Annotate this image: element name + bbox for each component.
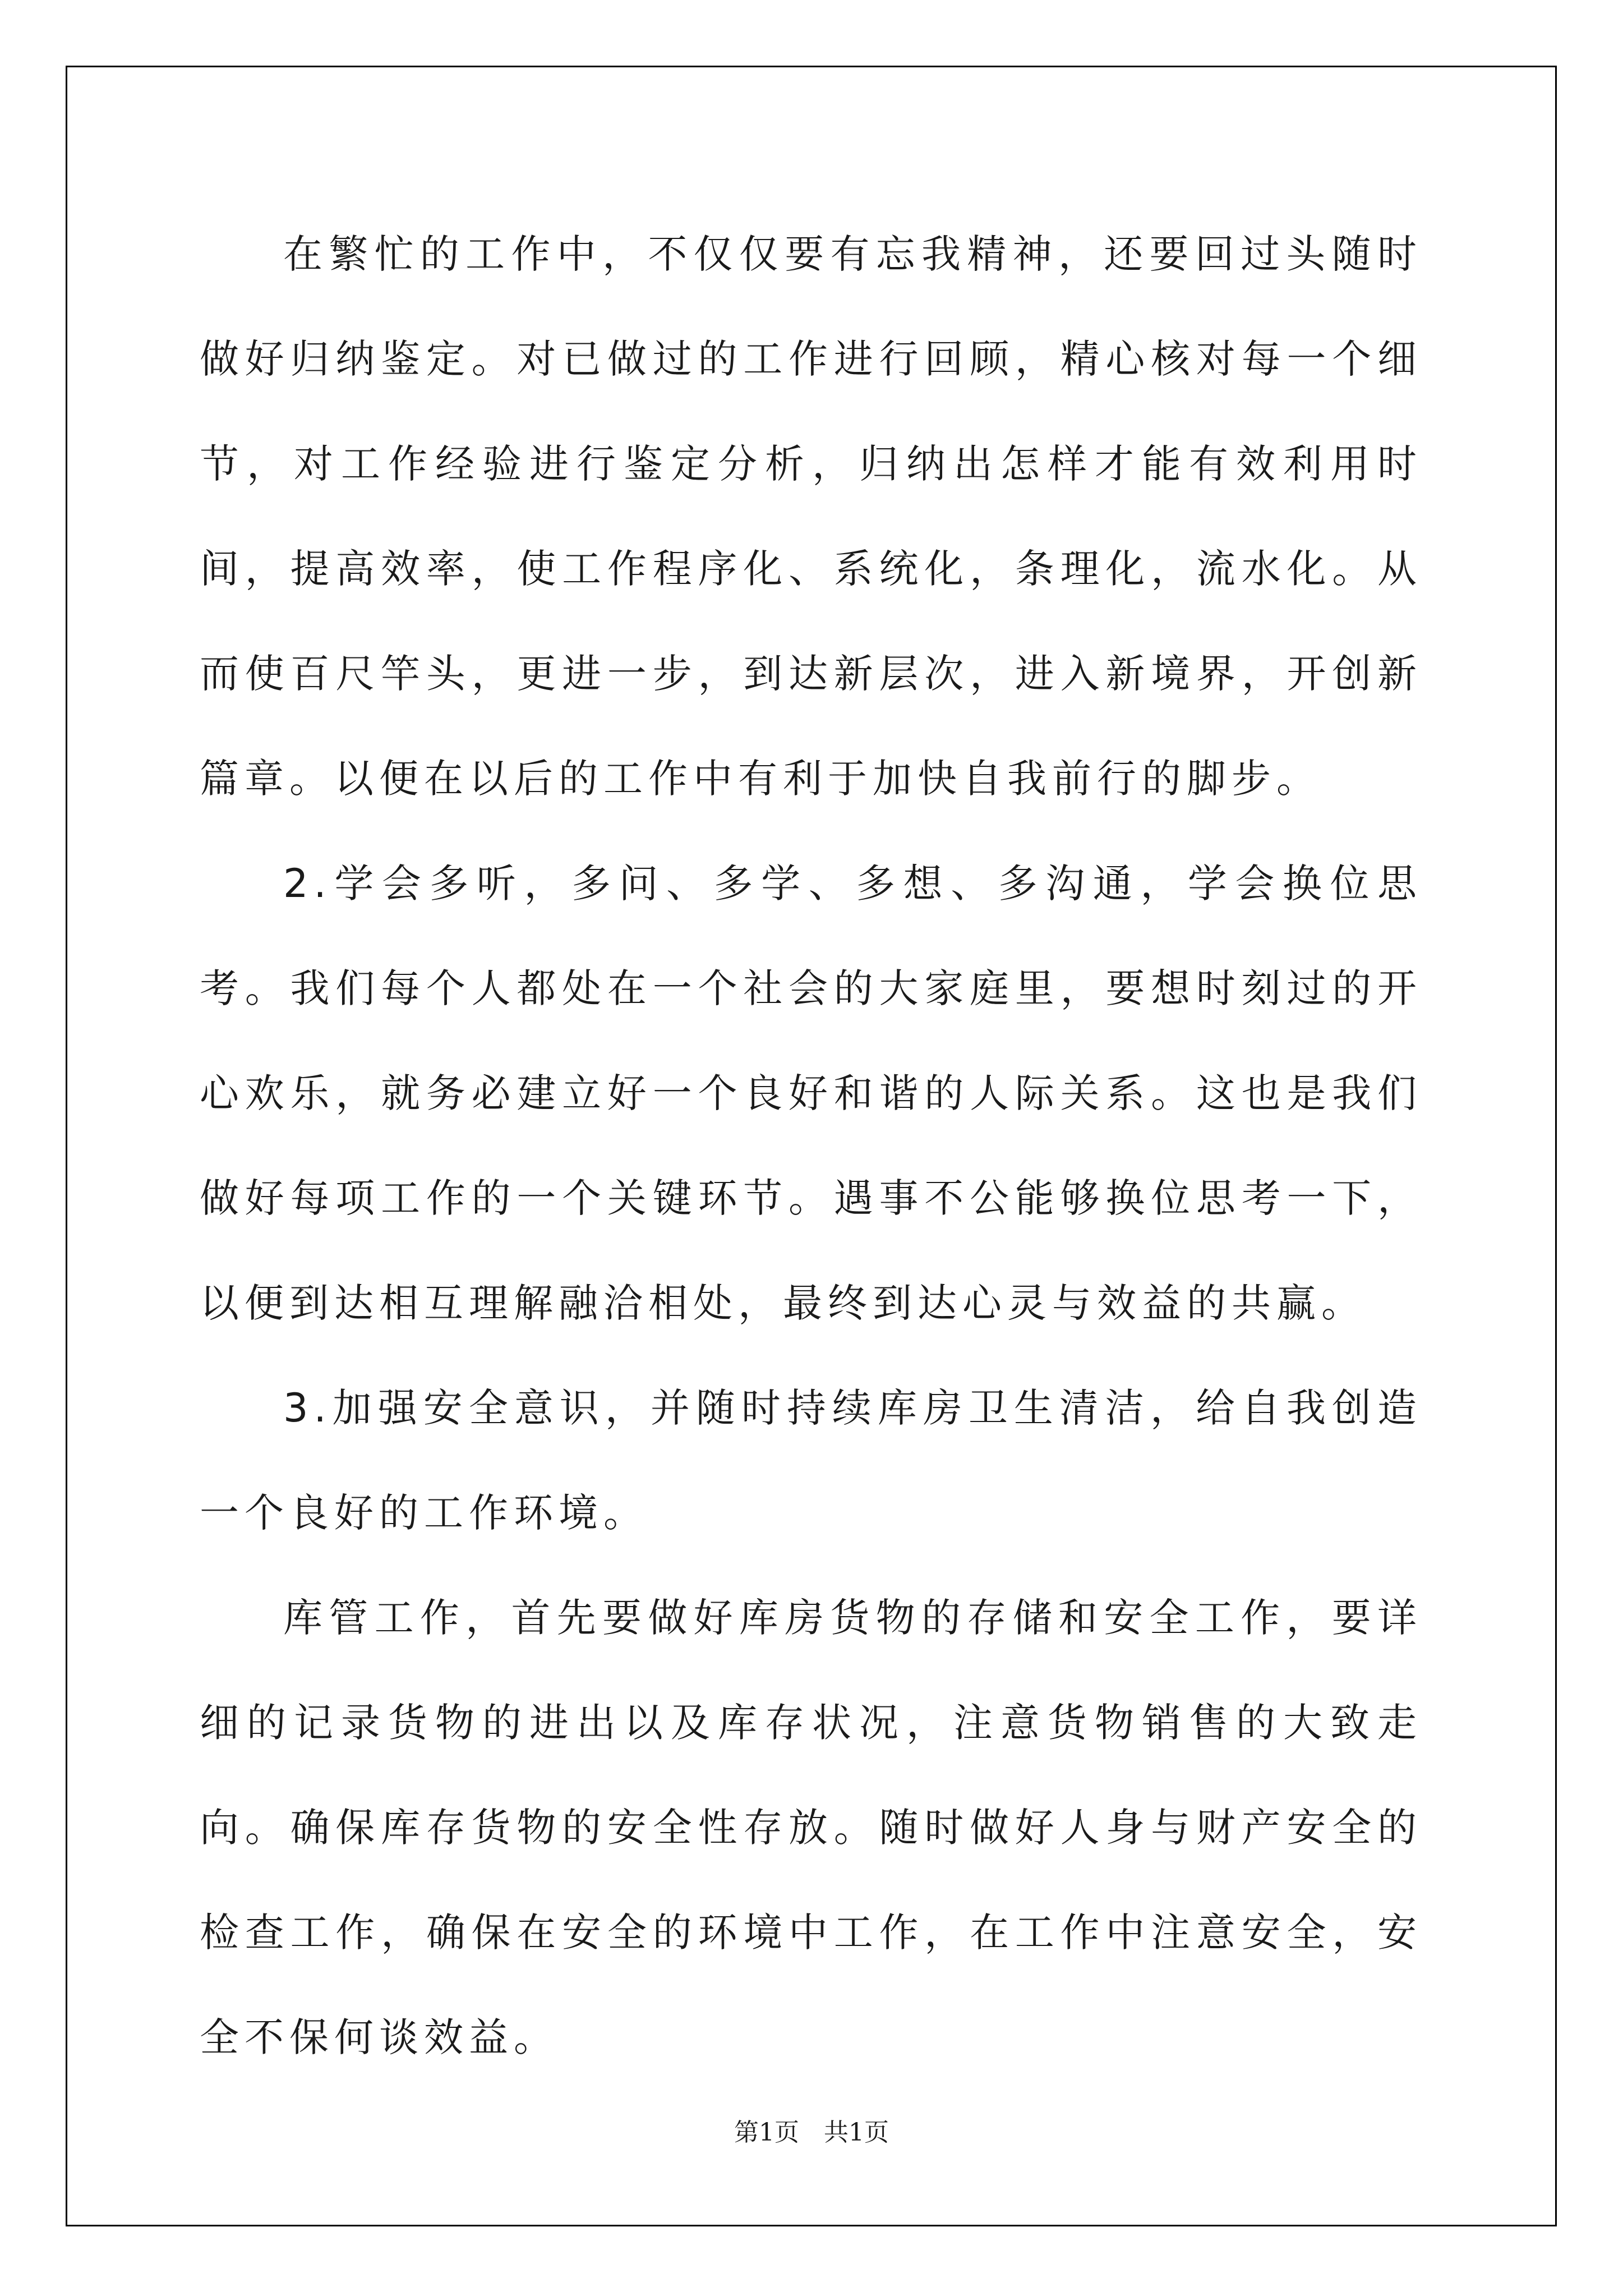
document-body	[200, 202, 1422, 2090]
paragraph-reflection: 在繁忙的工作中，不仅仅要有忘我精神，还要回过头随时做好归纳鉴定。对已做过的工作进行回顾，精心核对每一个细节，对工作经验进行鉴定分析，归纳出怎样才能有效利用时间，提高效率，使工作程序化、系统化，条理化，流水化。从而使百尺竿头，更进一步，到达新层次，进入新境界，开创新篇章。以便在以后的工作中有利于加快自我前行的脚步。	[200, 231, 1422, 802]
page-number: 第1页	[734, 2118, 799, 2147]
paragraph-safety-awareness: 3.加强安全意识，并随时持续库房卫生清洁，给自我创造一个良好的工作环境。	[200, 1385, 1422, 1536]
page-footer	[0, 2112, 1623, 2148]
paragraph-communication: 2.学会多听，多问、多学、多想、多沟通，学会换位思考。我们每个人都处在一个社会的大家庭里，要想时刻过的开心欢乐，就务必建立好一个良好和谐的人际关系。这也是我们做好每项工作的一个关键环节。遇事不公能够换位思考一下，以便到达相互理解融洽相处，最终到达心灵与效益的共赢。	[200, 861, 1422, 1326]
paragraph-warehouse-management: 库管工作，首先要做好库房货物的存储和安全工作，要详细的记录货物的进出以及库存状况，注意货物销售的大致走向。确保库存货物的安全性存放。随时做好人身与财产安全的检查工作，确保在安全的环境中工作，在工作中注意安全，安全不保何谈效益。	[200, 1595, 1422, 2060]
page-total: 共1页	[824, 2118, 889, 2147]
